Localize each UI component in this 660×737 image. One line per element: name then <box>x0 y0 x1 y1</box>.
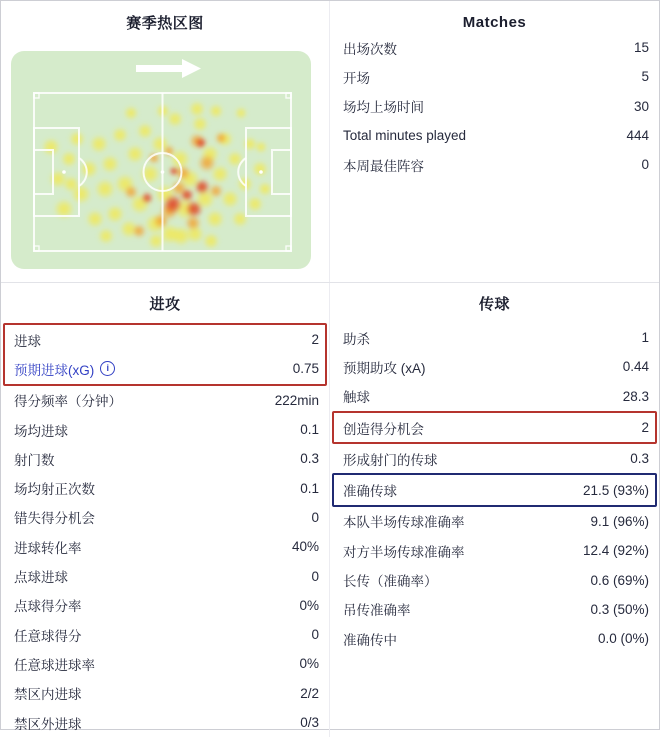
table-row <box>1 708 329 737</box>
stat-label: 本队半场传球准确率 <box>343 515 465 531</box>
attack-title: 进攻 <box>149 295 181 313</box>
stat-value: 9.1 (96%) <box>590 513 649 529</box>
table-row <box>330 565 659 594</box>
stat-value: 0.44 <box>622 359 649 375</box>
table-row <box>1 591 329 620</box>
stat-label: 禁区外进球 <box>14 716 82 732</box>
stat-label: 对方半场传球准确率 <box>343 544 465 560</box>
stat-label: 点球进球 <box>14 570 68 586</box>
stat-label: 任意球得分 <box>14 628 82 644</box>
stat-value: 12.4 (92%) <box>582 543 649 559</box>
stat-value: 40% <box>291 539 319 555</box>
stat-label: 射门数 <box>14 452 55 468</box>
stat-value: 0 <box>641 157 649 173</box>
stat-value: 0.1 <box>300 480 319 496</box>
highlight-box-chances-created <box>332 411 657 444</box>
highlight-box-accurate-passes <box>332 473 657 506</box>
table-row <box>330 352 659 381</box>
table-row <box>1 415 329 444</box>
stat-label: 准确传中 <box>343 632 397 648</box>
passing-panel <box>330 283 659 737</box>
stat-value: 2 <box>641 420 649 436</box>
table-row <box>334 413 655 442</box>
stat-value: 0.75 <box>292 361 319 377</box>
stat-value: 2 <box>311 332 319 348</box>
stat-label: 得分频率（分钟） <box>14 394 122 410</box>
table-row <box>1 503 329 532</box>
stat-label: 创造得分机会 <box>343 421 424 437</box>
stat-label: 场均上场时间 <box>343 100 424 116</box>
stat-label: 形成射门的传球 <box>343 452 438 468</box>
stat-label: 预期助攻 (xA) <box>343 360 426 376</box>
heatmap-panel <box>1 1 330 282</box>
table-row <box>1 561 329 590</box>
heatmap-svg <box>11 51 311 269</box>
xg-label <box>14 359 115 379</box>
stat-value: 0 <box>311 509 319 525</box>
attack-rows <box>1 323 329 737</box>
attack-panel <box>1 283 330 737</box>
stat-value: 0.6 (69%) <box>590 572 649 588</box>
table-row <box>334 475 655 504</box>
stat-label: 错失得分机会 <box>14 511 95 527</box>
stat-value: 28.3 <box>622 388 649 404</box>
table-row <box>330 507 659 536</box>
table-row <box>330 382 659 411</box>
matches-panel <box>330 1 659 282</box>
heatmap-title: 赛季热区图 <box>126 14 204 32</box>
stat-label: Total minutes played <box>343 128 467 144</box>
stat-value: 0% <box>299 656 319 672</box>
table-row <box>1 532 329 561</box>
stat-label: 任意球进球率 <box>14 657 95 673</box>
stat-value: 444 <box>626 128 649 144</box>
table-row <box>330 595 659 624</box>
table-row <box>330 444 659 473</box>
stat-value: 222min <box>274 392 319 408</box>
stat-value: 2/2 <box>300 685 319 701</box>
stat-value: 15 <box>633 40 649 56</box>
table-row <box>5 325 325 354</box>
stat-value: 0 <box>311 627 319 643</box>
table-row <box>1 679 329 708</box>
table-row <box>1 444 329 473</box>
table-row <box>330 624 659 653</box>
info-icon[interactable]: i <box>100 361 115 376</box>
stat-label: 进球转化率 <box>14 540 82 556</box>
table-row <box>330 92 659 121</box>
stat-label: 助杀 <box>343 331 370 347</box>
stat-label: 开场 <box>343 70 370 86</box>
stat-label: 场均进球 <box>14 423 68 439</box>
stat-value: 30 <box>633 98 649 114</box>
table-row <box>330 33 659 62</box>
stat-label: 点球得分率 <box>14 599 82 615</box>
stat-label: 预期进球(xG) <box>14 362 95 378</box>
table-row <box>330 121 659 150</box>
stat-label: 吊传准确率 <box>343 603 411 619</box>
stat-value: 0.0 (0%) <box>597 631 649 647</box>
top-section <box>1 1 659 283</box>
stat-value: 21.5 (93%) <box>582 482 649 498</box>
table-row <box>330 323 659 352</box>
stat-label: 出场次数 <box>343 41 397 57</box>
stat-value: 0.3 <box>300 451 319 467</box>
stat-value: 0/3 <box>300 715 319 730</box>
stat-label: 场均射正次数 <box>14 482 95 498</box>
table-row <box>1 386 329 415</box>
passing-title: 传球 <box>478 295 510 313</box>
stat-label: 触球 <box>343 390 370 406</box>
matches-rows <box>330 33 659 179</box>
matches-title: Matches <box>462 13 527 31</box>
bottom-section <box>1 283 659 737</box>
table-row <box>330 536 659 565</box>
table-row <box>5 354 325 383</box>
passing-rows <box>330 323 659 653</box>
stat-value: 0.3 (50%) <box>590 601 649 617</box>
table-row <box>1 649 329 678</box>
table-row <box>1 473 329 502</box>
table-row <box>1 620 329 649</box>
stat-label: 禁区内进球 <box>14 687 82 703</box>
stat-label: 进球 <box>14 333 41 349</box>
stat-value: 1 <box>641 330 649 346</box>
stat-value: 0 <box>311 568 319 584</box>
stat-label: 长传（准确率） <box>343 574 438 590</box>
stat-value: 0.3 <box>630 451 649 467</box>
stat-value: 0% <box>299 597 319 613</box>
stat-value: 0.1 <box>300 422 319 438</box>
highlight-box-goals-xg <box>3 323 327 386</box>
table-row <box>330 150 659 179</box>
stat-value: 5 <box>641 69 649 85</box>
season-heatmap <box>11 51 329 269</box>
stat-label: 本周最佳阵容 <box>343 158 424 174</box>
stat-label: 准确传球 <box>343 484 397 500</box>
table-row <box>330 62 659 91</box>
